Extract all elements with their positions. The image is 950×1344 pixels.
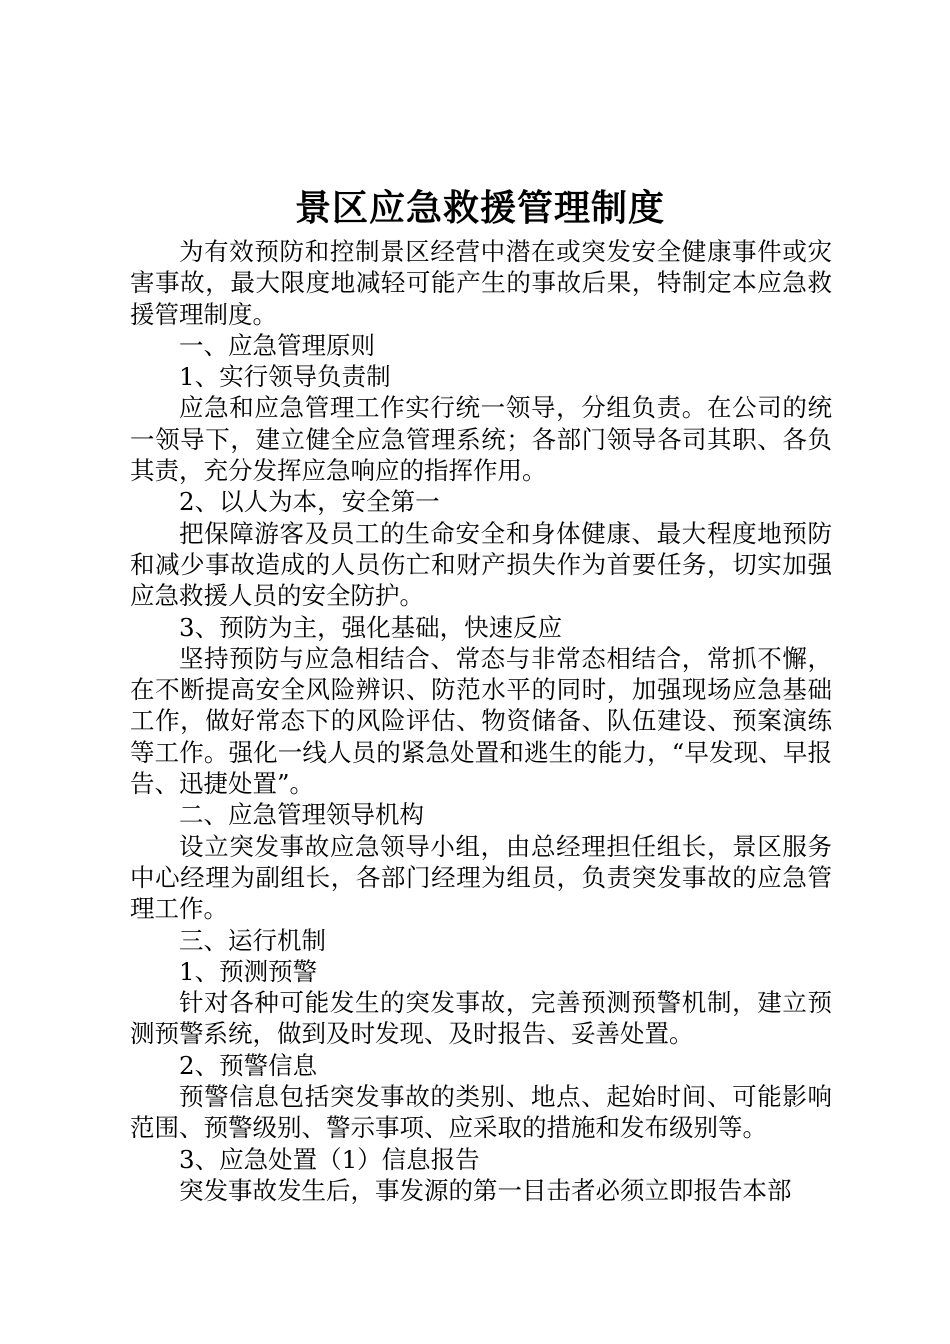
section-heading: 二、应急管理领导机构: [179, 800, 424, 830]
section-heading: 一、应急管理原则: [179, 330, 375, 360]
document-body: [130, 236, 832, 1206]
paragraph: 预警信息包括突发事故的类别、地点、起始时间、可能影响范围、预警级别、警示事项、应采取的措施和发布级别等。: [130, 1082, 832, 1143]
section-heading: 三、运行机制: [179, 925, 326, 955]
paragraph: 把保障游客及员工的生命安全和身体健康、最大程度地预防和减少事故造成的人员伤亡和财产损失作为首要任务，切实加强应急救援人员的安全防护。: [130, 518, 832, 611]
subsection-heading: 2、预警信息: [179, 1050, 318, 1080]
paragraph: 坚持预防与应急相结合、常态与非常态相结合，常抓不懈，在不断提高安全风险辨识、防范水平的同时，加强现场应急基础工作，做好常态下的风险评估、物资储备、队伍建设、预案演练等工作。强化一线人员的紧急处置和逃生的能力，“早发现、早报告、迅捷处置”。: [130, 643, 832, 799]
paragraph: 设立突发事故应急领导小组，由总经理担任组长，景区服务中心经理为副组长，各部门经理为组员，负责突发事故的应急管理工作。: [130, 831, 832, 924]
subsection-heading: 1、实行领导负责制: [179, 362, 391, 392]
subsection-heading: 1、预测预警: [179, 956, 318, 986]
subsection-heading: 3、预防为主，强化基础，快速反应: [179, 612, 563, 642]
document-title: 景区应急救援管理制度: [294, 187, 665, 229]
subsection-heading: 3、应急处置（1）信息报告: [179, 1144, 480, 1174]
paragraph: 突发事故发生后，事发源的第一目击者必须立即报告本部: [179, 1175, 792, 1205]
paragraph: 应急和应急管理工作实行统一领导，分组负责。在公司的统一领导下，建立健全应急管理系统；各部门领导各司其职、各负其责，充分发挥应急响应的指挥作用。: [130, 393, 832, 486]
paragraph: 针对各种可能发生的突发事故，完善预测预警机制，建立预测预警系统，做到及时发现、及时报告、妥善处置。: [130, 988, 832, 1049]
subsection-heading: 2、以人为本，安全第一: [179, 487, 440, 517]
paragraph-intro: 为有效预防和控制景区经营中潜在或突发安全健康事件或灾害事故，最大限度地减轻可能产生的事故后果，特制定本应急救援管理制度。: [130, 237, 832, 329]
